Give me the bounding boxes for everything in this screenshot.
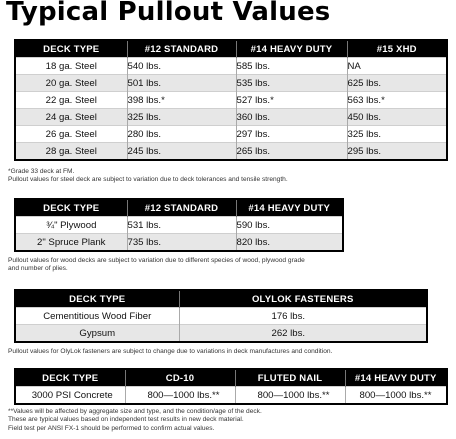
deck-type-cell: 26 ga. Steel — [15, 126, 127, 143]
value-cell: 800—1000 lbs.** — [125, 387, 235, 405]
value-cell: 625 lbs. — [347, 75, 447, 92]
value-cell: 800—1000 lbs.** — [345, 387, 447, 405]
concrete-deck-table — [14, 368, 448, 405]
table-row — [15, 143, 447, 161]
deck-type-cell: 3000 PSI Concrete — [15, 387, 125, 405]
deck-type-cell: 24 ga. Steel — [15, 109, 127, 126]
footnote-line: Pullout values for wood decks are subject to variation due to different species of wood, plywood grade — [8, 257, 305, 264]
deck-type-cell: ¾" Plywood — [15, 217, 127, 234]
value-cell: 501 lbs. — [127, 75, 236, 92]
page-title: Typical Pullout Values — [6, 0, 331, 27]
column-header: DECK TYPE — [15, 40, 127, 58]
footnote-line: Pullout values for OlyLok fasteners are subject to change due to variations in deck manufactures and condition. — [8, 348, 333, 355]
value-cell: 535 lbs. — [236, 75, 347, 92]
value-cell: 820 lbs. — [236, 234, 343, 252]
table-row — [15, 92, 447, 109]
value-cell: 527 lbs.* — [236, 92, 347, 109]
value-cell: 590 lbs. — [236, 217, 343, 234]
concrete-note — [8, 408, 262, 433]
value-cell: 280 lbs. — [127, 126, 236, 143]
column-header: #14 HEAVY DUTY — [236, 40, 347, 58]
value-cell: 540 lbs. — [127, 58, 236, 75]
column-header: OLYLOK FASTENERS — [179, 290, 427, 308]
deck-type-cell: 28 ga. Steel — [15, 143, 127, 161]
olylok-note — [8, 348, 332, 356]
column-header: FLUTED NAIL — [235, 369, 345, 387]
value-cell: 297 lbs. — [236, 126, 347, 143]
footnote-line: These are typical values based on independent test results in new deck material. — [8, 416, 244, 424]
wood-deck-table — [14, 198, 344, 252]
steel-deck-note — [8, 168, 288, 185]
table-row — [15, 217, 343, 234]
table-header-row — [15, 40, 447, 58]
table-row — [15, 387, 447, 405]
value-cell: 265 lbs. — [236, 143, 347, 161]
value-cell: 800—1000 lbs.** — [235, 387, 345, 405]
steel-deck-table — [14, 39, 448, 161]
value-cell: 295 lbs. — [347, 143, 447, 161]
footnote-line: *Grade 33 deck at FM. — [8, 168, 75, 175]
value-cell: 245 lbs. — [127, 143, 236, 161]
value-cell: NA — [347, 58, 447, 75]
value-cell: 450 lbs. — [347, 109, 447, 126]
footnote-line: and number of plies. — [8, 265, 68, 273]
column-header: DECK TYPE — [15, 199, 127, 217]
footnote-line: **Values will be affected by aggregate size and type, and the condition/age of the deck. — [8, 408, 262, 415]
column-header: #12 STANDARD — [127, 40, 236, 58]
value-cell: 176 lbs. — [179, 308, 427, 325]
value-cell: 563 lbs.* — [347, 92, 447, 109]
column-header: #14 HEAVY DUTY — [236, 199, 343, 217]
deck-type-cell: 2" Spruce Plank — [15, 234, 127, 252]
column-header: #12 STANDARD — [127, 199, 236, 217]
table-row — [15, 325, 427, 343]
footnote-line: Field test per ANSI FX-1 should be performed to confirm actual values. — [8, 424, 215, 432]
table-header-row — [15, 369, 447, 387]
table-header-row — [15, 199, 343, 217]
olylok-table — [14, 289, 428, 343]
deck-type-cell: Cementitious Wood Fiber — [15, 308, 179, 325]
column-header: #15 XHD — [347, 40, 447, 58]
column-header: DECK TYPE — [15, 290, 179, 308]
value-cell: 360 lbs. — [236, 109, 347, 126]
deck-type-cell: 22 ga. Steel — [15, 92, 127, 109]
value-cell: 398 lbs.* — [127, 92, 236, 109]
table-header-row — [15, 290, 427, 308]
table-row — [15, 109, 447, 126]
column-header: CD-10 — [125, 369, 235, 387]
value-cell: 262 lbs. — [179, 325, 427, 343]
column-header: #14 HEAVY DUTY — [345, 369, 447, 387]
value-cell: 531 lbs. — [127, 217, 236, 234]
table-row — [15, 75, 447, 92]
value-cell: 735 lbs. — [127, 234, 236, 252]
deck-type-cell: 18 ga. Steel — [15, 58, 127, 75]
table-row — [15, 126, 447, 143]
deck-type-cell: 20 ga. Steel — [15, 75, 127, 92]
value-cell: 325 lbs. — [347, 126, 447, 143]
footnote-line: Pullout values for steel deck are subject to variation due to deck tolerances and tensile strength. — [8, 176, 288, 184]
column-header: DECK TYPE — [15, 369, 125, 387]
table-row — [15, 234, 343, 252]
deck-type-cell: Gypsum — [15, 325, 179, 343]
value-cell: 325 lbs. — [127, 109, 236, 126]
table-row — [15, 58, 447, 75]
wood-deck-note — [8, 257, 305, 274]
table-row — [15, 308, 427, 325]
value-cell: 585 lbs. — [236, 58, 347, 75]
